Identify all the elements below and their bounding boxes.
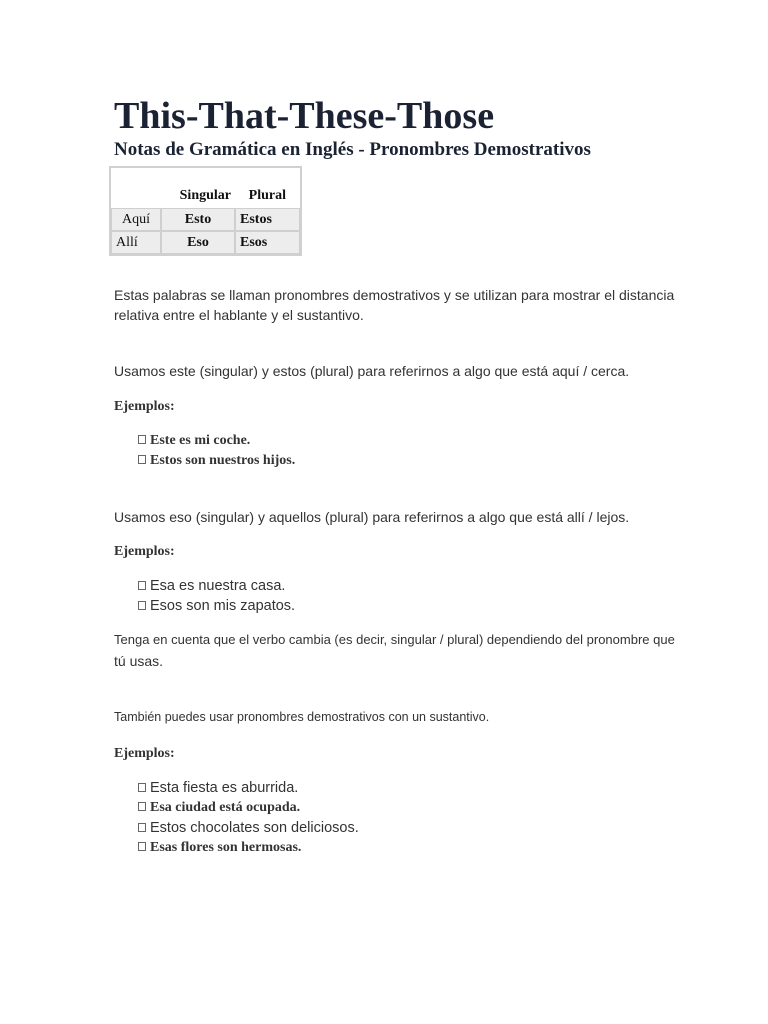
list-item: Esos son mis zapatos. (138, 596, 295, 616)
far-paragraph: Usamos eso (singular) y aquellos (plural) para referirnos a algo que está allí / lejos. (114, 509, 630, 525)
table-cell: Estos (235, 208, 300, 231)
table-header-cell: Singular (161, 168, 235, 208)
table-header-cell (111, 168, 161, 208)
examples-label: Ejemplos: (114, 399, 175, 414)
noun-paragraph: También puedes usar pronombres demostrativos con un sustantivo. (114, 710, 490, 724)
checkbox-bullet-icon (138, 581, 146, 590)
table-header-cell: Plural (235, 168, 300, 208)
verb-note-line-2: tú usas. (114, 653, 164, 669)
demonstratives-table (109, 166, 302, 256)
list-item: Estos chocolates son deliciosos. (138, 818, 359, 838)
list-item: Esa es nuestra casa. (138, 576, 295, 596)
verb-note-line-1: Tenga en cuenta que el verbo cambia (es decir, singular / plural) dependiendo del pronombre que (114, 632, 675, 647)
examples-noun-list (138, 778, 359, 858)
table-row (111, 231, 300, 254)
examples-label: Ejemplos: (114, 746, 175, 761)
checkbox-bullet-icon (138, 783, 146, 792)
table-cell: Eso (161, 231, 235, 254)
checkbox-bullet-icon (138, 842, 146, 851)
list-item: Esa ciudad está ocupada. (138, 798, 359, 818)
intro-paragraph: Estas palabras se llaman pronombres demostrativos y se utilizan para mostrar el distancia relativa entre el hablante y el sustantivo. (114, 287, 675, 323)
checkbox-bullet-icon (138, 435, 146, 444)
near-paragraph: Usamos este (singular) y estos (plural) para referirnos a algo que está aquí / cerca. (114, 363, 630, 379)
checkbox-bullet-icon (138, 455, 146, 464)
table-cell: Aquí (111, 208, 161, 231)
examples-near-list (138, 431, 295, 471)
list-item: Esas flores son hermosas. (138, 838, 359, 858)
table-header-row (111, 168, 300, 208)
list-item: Este es mi coche. (138, 431, 295, 451)
page-subtitle: Notas de Gramática en Inglés - Pronombres Demostrativos (114, 139, 591, 160)
list-item: Esta fiesta es aburrida. (138, 778, 359, 798)
checkbox-bullet-icon (138, 823, 146, 832)
examples-far-list (138, 576, 295, 616)
table-row (111, 208, 300, 231)
list-item: Estos son nuestros hijos. (138, 451, 295, 471)
examples-label: Ejemplos: (114, 544, 175, 559)
page-title: This-That-These-Those (114, 95, 495, 137)
checkbox-bullet-icon (138, 601, 146, 610)
table-cell: Esos (235, 231, 300, 254)
table-cell: Allí (111, 231, 161, 254)
checkbox-bullet-icon (138, 802, 146, 811)
table-cell: Esto (161, 208, 235, 231)
